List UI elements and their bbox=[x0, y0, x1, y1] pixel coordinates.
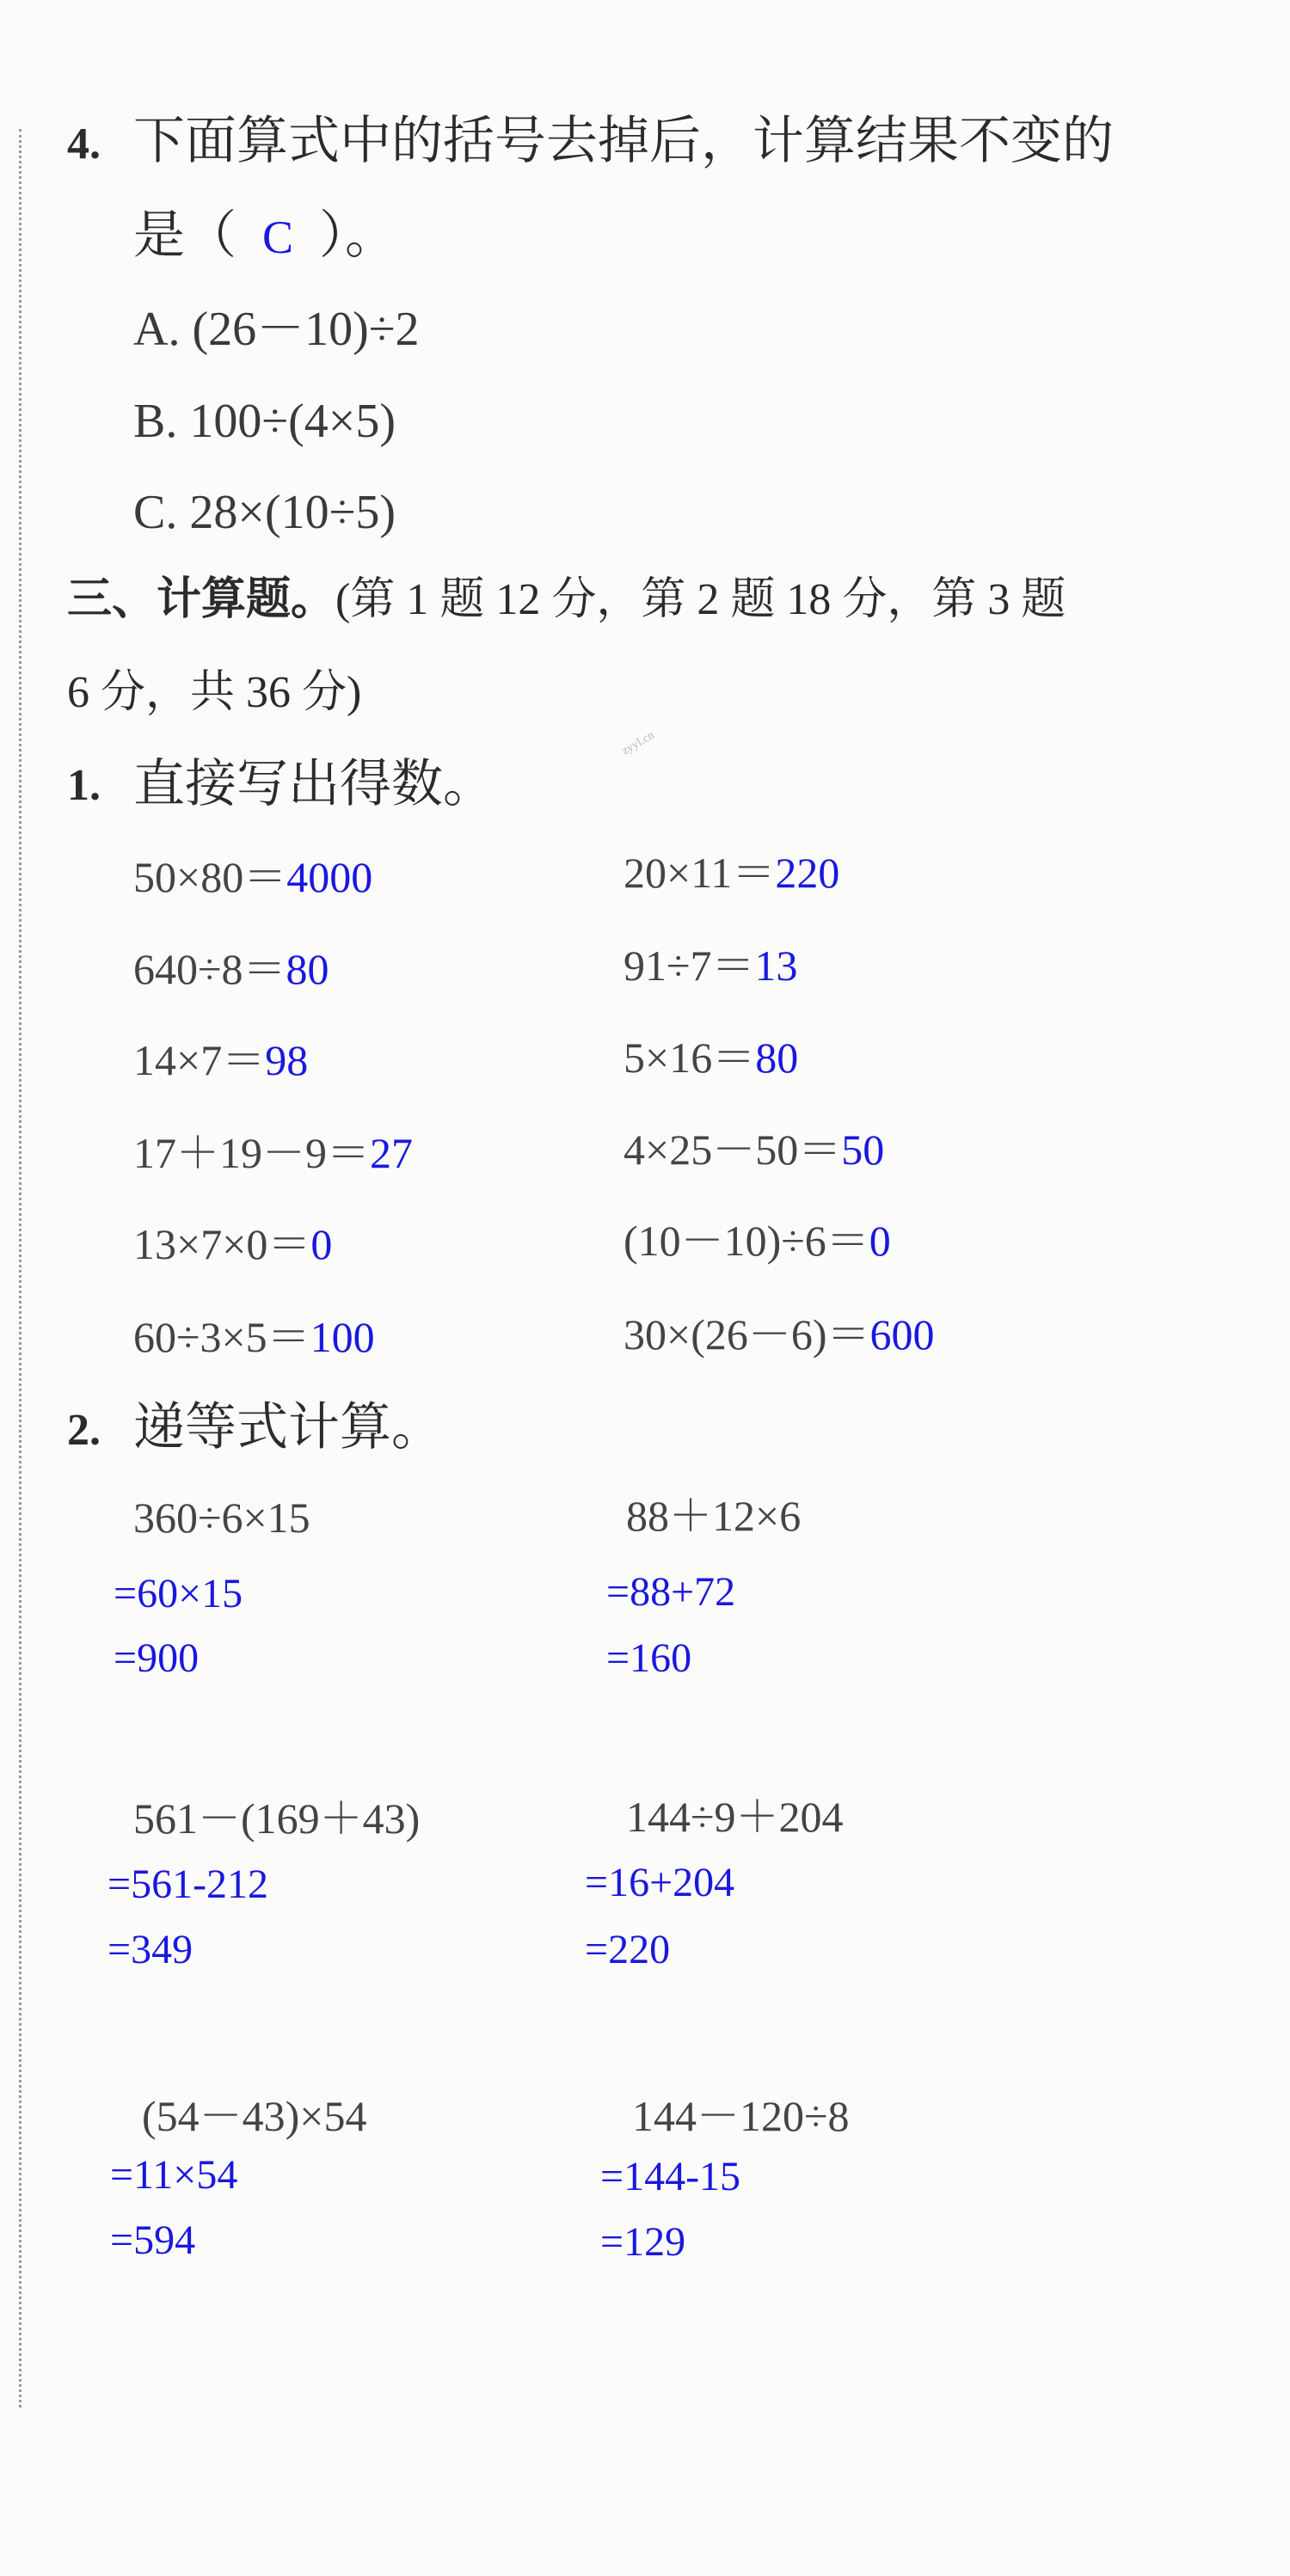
margin-dotted-line bbox=[19, 129, 22, 2407]
p1-item: 4×25－50＝50 bbox=[624, 1125, 885, 1174]
p1-item: 91÷7＝13 bbox=[624, 941, 798, 990]
p2-expression: 88＋12×6 bbox=[626, 1492, 802, 1540]
problem-2-title: 递等式计算。 bbox=[133, 1399, 443, 1456]
problem-1-title: 直接写出得数。 bbox=[133, 756, 494, 813]
question-4-answer: C bbox=[262, 212, 294, 263]
option-b-text: 100÷(4×5) bbox=[189, 395, 396, 448]
p2-step: =349 bbox=[108, 1927, 194, 1972]
p2-step: =88+72 bbox=[606, 1569, 736, 1615]
p2-step: =160 bbox=[606, 1635, 692, 1681]
p1-item: 640÷8＝80 bbox=[133, 945, 329, 993]
p2-step: =220 bbox=[585, 1927, 671, 1972]
question-4-stem-line2 bbox=[133, 207, 397, 264]
p2-expression: 561－(169＋43) bbox=[133, 1794, 421, 1843]
option-c-label: C. bbox=[133, 486, 178, 539]
p2-step: =16+204 bbox=[585, 1860, 735, 1905]
p2-expression: 144÷9＋204 bbox=[626, 1793, 844, 1841]
p1-item: 13×7×0＝0 bbox=[133, 1220, 333, 1268]
question-4-stem-line1: 下面算式中的括号去掉后，计算结果不变的 bbox=[133, 113, 1114, 169]
option-a-text: (26－10)÷2 bbox=[192, 303, 420, 356]
question-4-stem-prefix: 是（ bbox=[133, 207, 236, 264]
option-a-label: A. bbox=[133, 303, 181, 356]
p2-step: =60×15 bbox=[114, 1571, 243, 1616]
p1-item: 17＋19－9＝27 bbox=[133, 1129, 413, 1177]
option-b-label: B. bbox=[133, 395, 178, 448]
section-3-title: 三、计算题。 bbox=[67, 575, 336, 624]
p2-expression: 360÷6×15 bbox=[133, 1493, 310, 1542]
option-c-text: 28×(10÷5) bbox=[189, 486, 396, 539]
section-3-desc-line2: 6 分，共 36 分) bbox=[67, 668, 362, 717]
p2-step: =561-212 bbox=[108, 1861, 269, 1907]
p2-expression: 144－120÷8 bbox=[632, 2092, 850, 2140]
question-4-number: 4. bbox=[67, 120, 101, 169]
option-a bbox=[133, 303, 420, 356]
p2-expression: (54－43)×54 bbox=[142, 2092, 367, 2140]
p1-item: 60÷3×5＝100 bbox=[133, 1313, 375, 1361]
problem-1-number: 1. bbox=[67, 761, 101, 810]
p2-step: =144-15 bbox=[600, 2154, 741, 2199]
option-c bbox=[133, 488, 396, 537]
question-4-stem-suffix: ）。 bbox=[319, 207, 397, 264]
p1-item: 30×(26－6)＝600 bbox=[624, 1310, 935, 1359]
p2-step: =594 bbox=[110, 2217, 196, 2263]
p2-step: =11×54 bbox=[110, 2152, 238, 2198]
section-3-desc-line1: (第 1 题 12 分，第 2 题 18 分，第 3 题 bbox=[335, 575, 1066, 624]
p1-item: 50×80＝4000 bbox=[133, 853, 373, 901]
section-3-heading bbox=[67, 575, 1066, 624]
p1-item: 14×7＝98 bbox=[133, 1036, 309, 1084]
p2-step: =900 bbox=[114, 1635, 200, 1681]
p1-item: 20×11＝220 bbox=[624, 849, 840, 897]
p2-step: =129 bbox=[600, 2219, 686, 2265]
option-b bbox=[133, 395, 396, 448]
p1-item: 5×16＝80 bbox=[624, 1033, 799, 1082]
p1-item: (10－10)÷6＝0 bbox=[624, 1217, 891, 1265]
watermark: zyyl.cn bbox=[619, 728, 657, 758]
problem-2-number: 2. bbox=[67, 1406, 101, 1455]
